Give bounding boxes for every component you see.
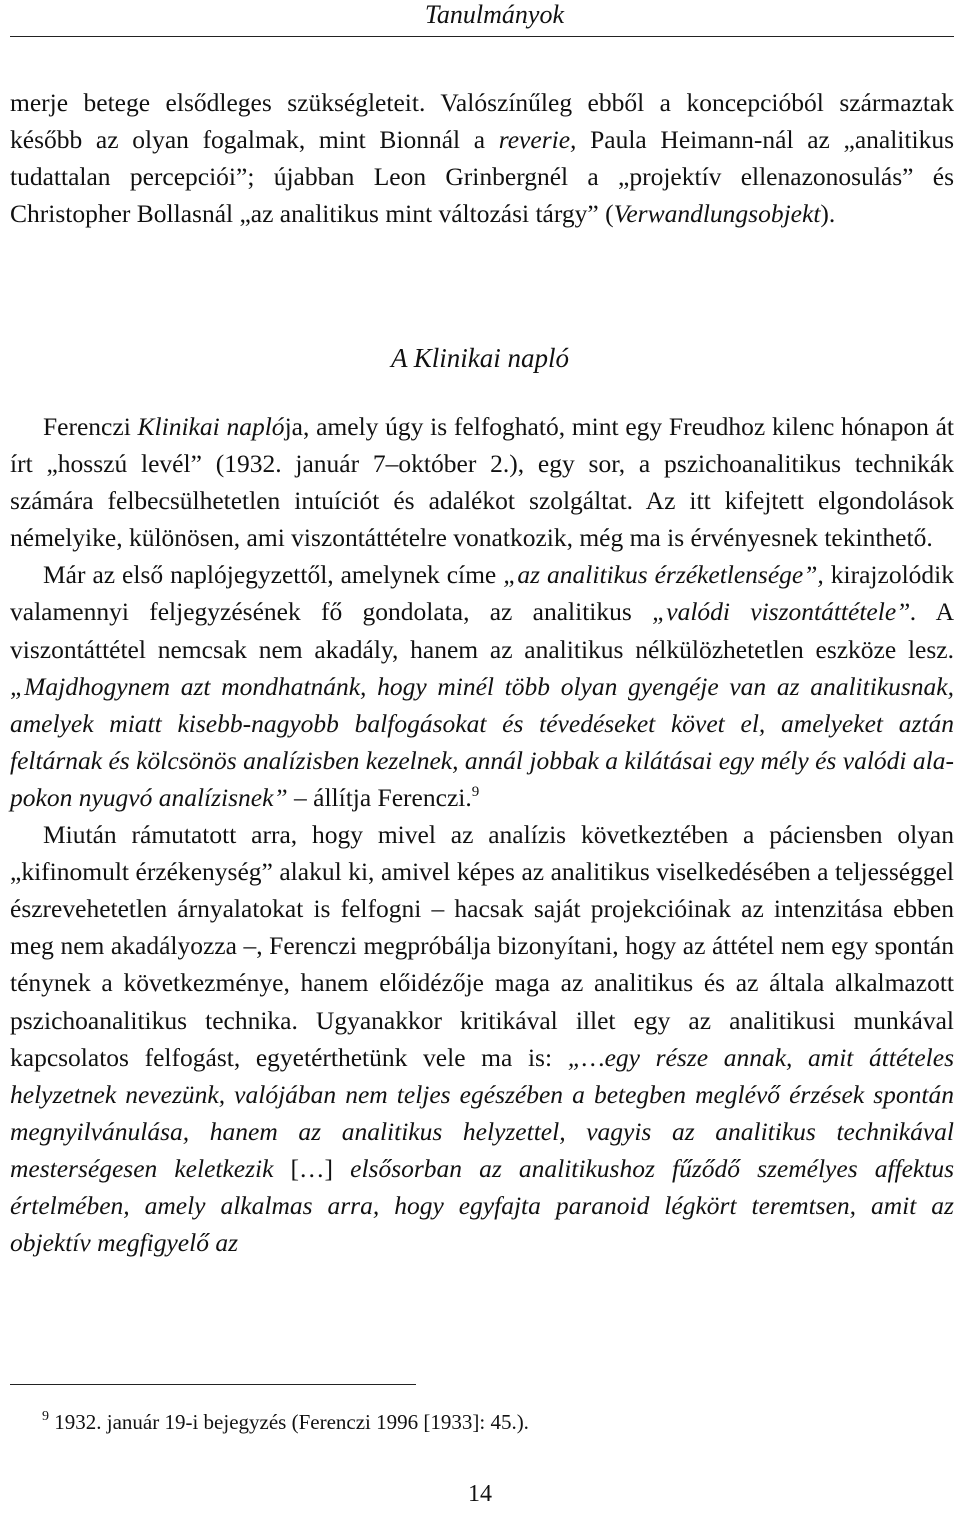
paragraph-top-text: [10, 84, 954, 232]
paragraph-2: [10, 556, 954, 816]
paragraph-top: [10, 84, 954, 232]
text-span: Ferenczi: [43, 412, 138, 441]
italic-span: „…egy része annak, amit áttételes helyzetnek nevezünk, valójában nem teljes egészében a betegben meglévő érzések spontán megnyilvánulása, hanem az analitikus helyzettel, vagyis az analitikus technikával mesterségesen keletkezik: [10, 1042, 954, 1183]
italic-span: „az analitikus érzéketlensége”,: [503, 560, 824, 590]
italic-span: reverie,: [498, 125, 577, 155]
running-head: Tanulmányok: [424, 0, 564, 29]
paragraph-1: [10, 408, 954, 556]
text-span: ).: [820, 199, 836, 229]
text-span: ja, amely úgy is felfogható, mint egy Freudhoz kilenc hónapon át írt „hosszú levél” (1932. január 7–október 2.), egy sor, a pszichoanalitikus technikák számára felbecsülhetetlen intuíciót és adalékot szolgáltat. Az itt kifejtett elgondolások némelyike, különösen, ami viszontáttételre vonatkozik, még ma is érvényesnek tekinthető.: [10, 412, 955, 553]
text-span: Miután rámutatott arra, hogy mivel az analízis következtében a páciensben olyan „kifinomult érzékenység” alakul ki, amivel képes az analitikus viselkedésében a teljességgel észrevehetetlen árnyalatokat is felfogni – hacsak saját projekcióinak az intenzitása ebben meg nem akadályozza –, Ferenczi megpróbálja bizonyítani, hogy az áttétel nem egy spontán ténynek a következménye, hanem előidézője maga az analitikus és az általa alkalmazott pszichoanalitikus technika. Ugyanakkor kritikával illet egy az analitikusi munkával kapcsolatos felfogást, egyetérthetünk vele ma is:: [10, 820, 954, 1072]
text-span: kirajzolódik valamennyi feljegyzésének fő gondolata, az analitikus: [10, 560, 954, 627]
italic-span: „valódi viszontáttétele”.: [652, 597, 917, 627]
footnote-number: 9: [42, 1409, 49, 1424]
italic-span: Verwandlungsobjekt: [613, 199, 821, 229]
text-span: […]: [273, 1153, 351, 1183]
italic-span: „Majdhogynem azt mondhatnánk, hogy minél több olyan gyengéje van az analitikusnak, amelyek miatt kisebb-nagyobb balfogásokat és tévedéseket követ el, amelyeket aztán feltárnak és kölcsönös analízisben kezelnek, annál jobbak a kilátásai egy mély és valódi alapokon nyugvó analízisnek”: [10, 671, 954, 812]
footnote-rule: [10, 1384, 416, 1385]
text-span: Már az első naplójegyzettől, amelynek címe: [43, 560, 504, 590]
footnote-reference[interactable]: 9: [471, 783, 480, 800]
footnote: [42, 1409, 529, 1435]
paragraph-3: [10, 816, 954, 1261]
text-span: A viszontáttétel nemcsak nem akadály, hanem az analitikus nélkülözhetetlen eszköze lesz.: [10, 597, 954, 664]
footnote-text: 1932. január 19-i bejegyzés (Ferenczi 1996 [1933]: 45.).: [49, 1410, 529, 1434]
text-span: merje betege elsődleges szükségleteit. Valószínűleg ebből a koncepcióból származtak később az olyan fogalmak, mint Bionnál a: [10, 88, 954, 155]
body-text: [10, 408, 954, 1261]
page-number: 14: [468, 1481, 492, 1507]
italic-span: elsősorban az analitikushoz fűződő személyes affektus értelmében, amely alkalmas arra, hogy egyfajta paranoid légkört teremtsen, amit az objektív megfigyelő az: [10, 1153, 955, 1258]
header-rule: [10, 36, 954, 37]
text-span: – állítja Ferenczi.: [287, 782, 472, 812]
section-title: A Klinikai napló: [390, 343, 569, 373]
italic-span: Klinikai napló: [137, 412, 285, 441]
text-span: Paula Heimann-nál az „analitikus tudattalan percepciói”; újabban Leon Grinbergnél a „projektív ellenazonosulás” és Christopher Bollasnál „az analitikus mint változási tárgy” (: [10, 125, 954, 229]
